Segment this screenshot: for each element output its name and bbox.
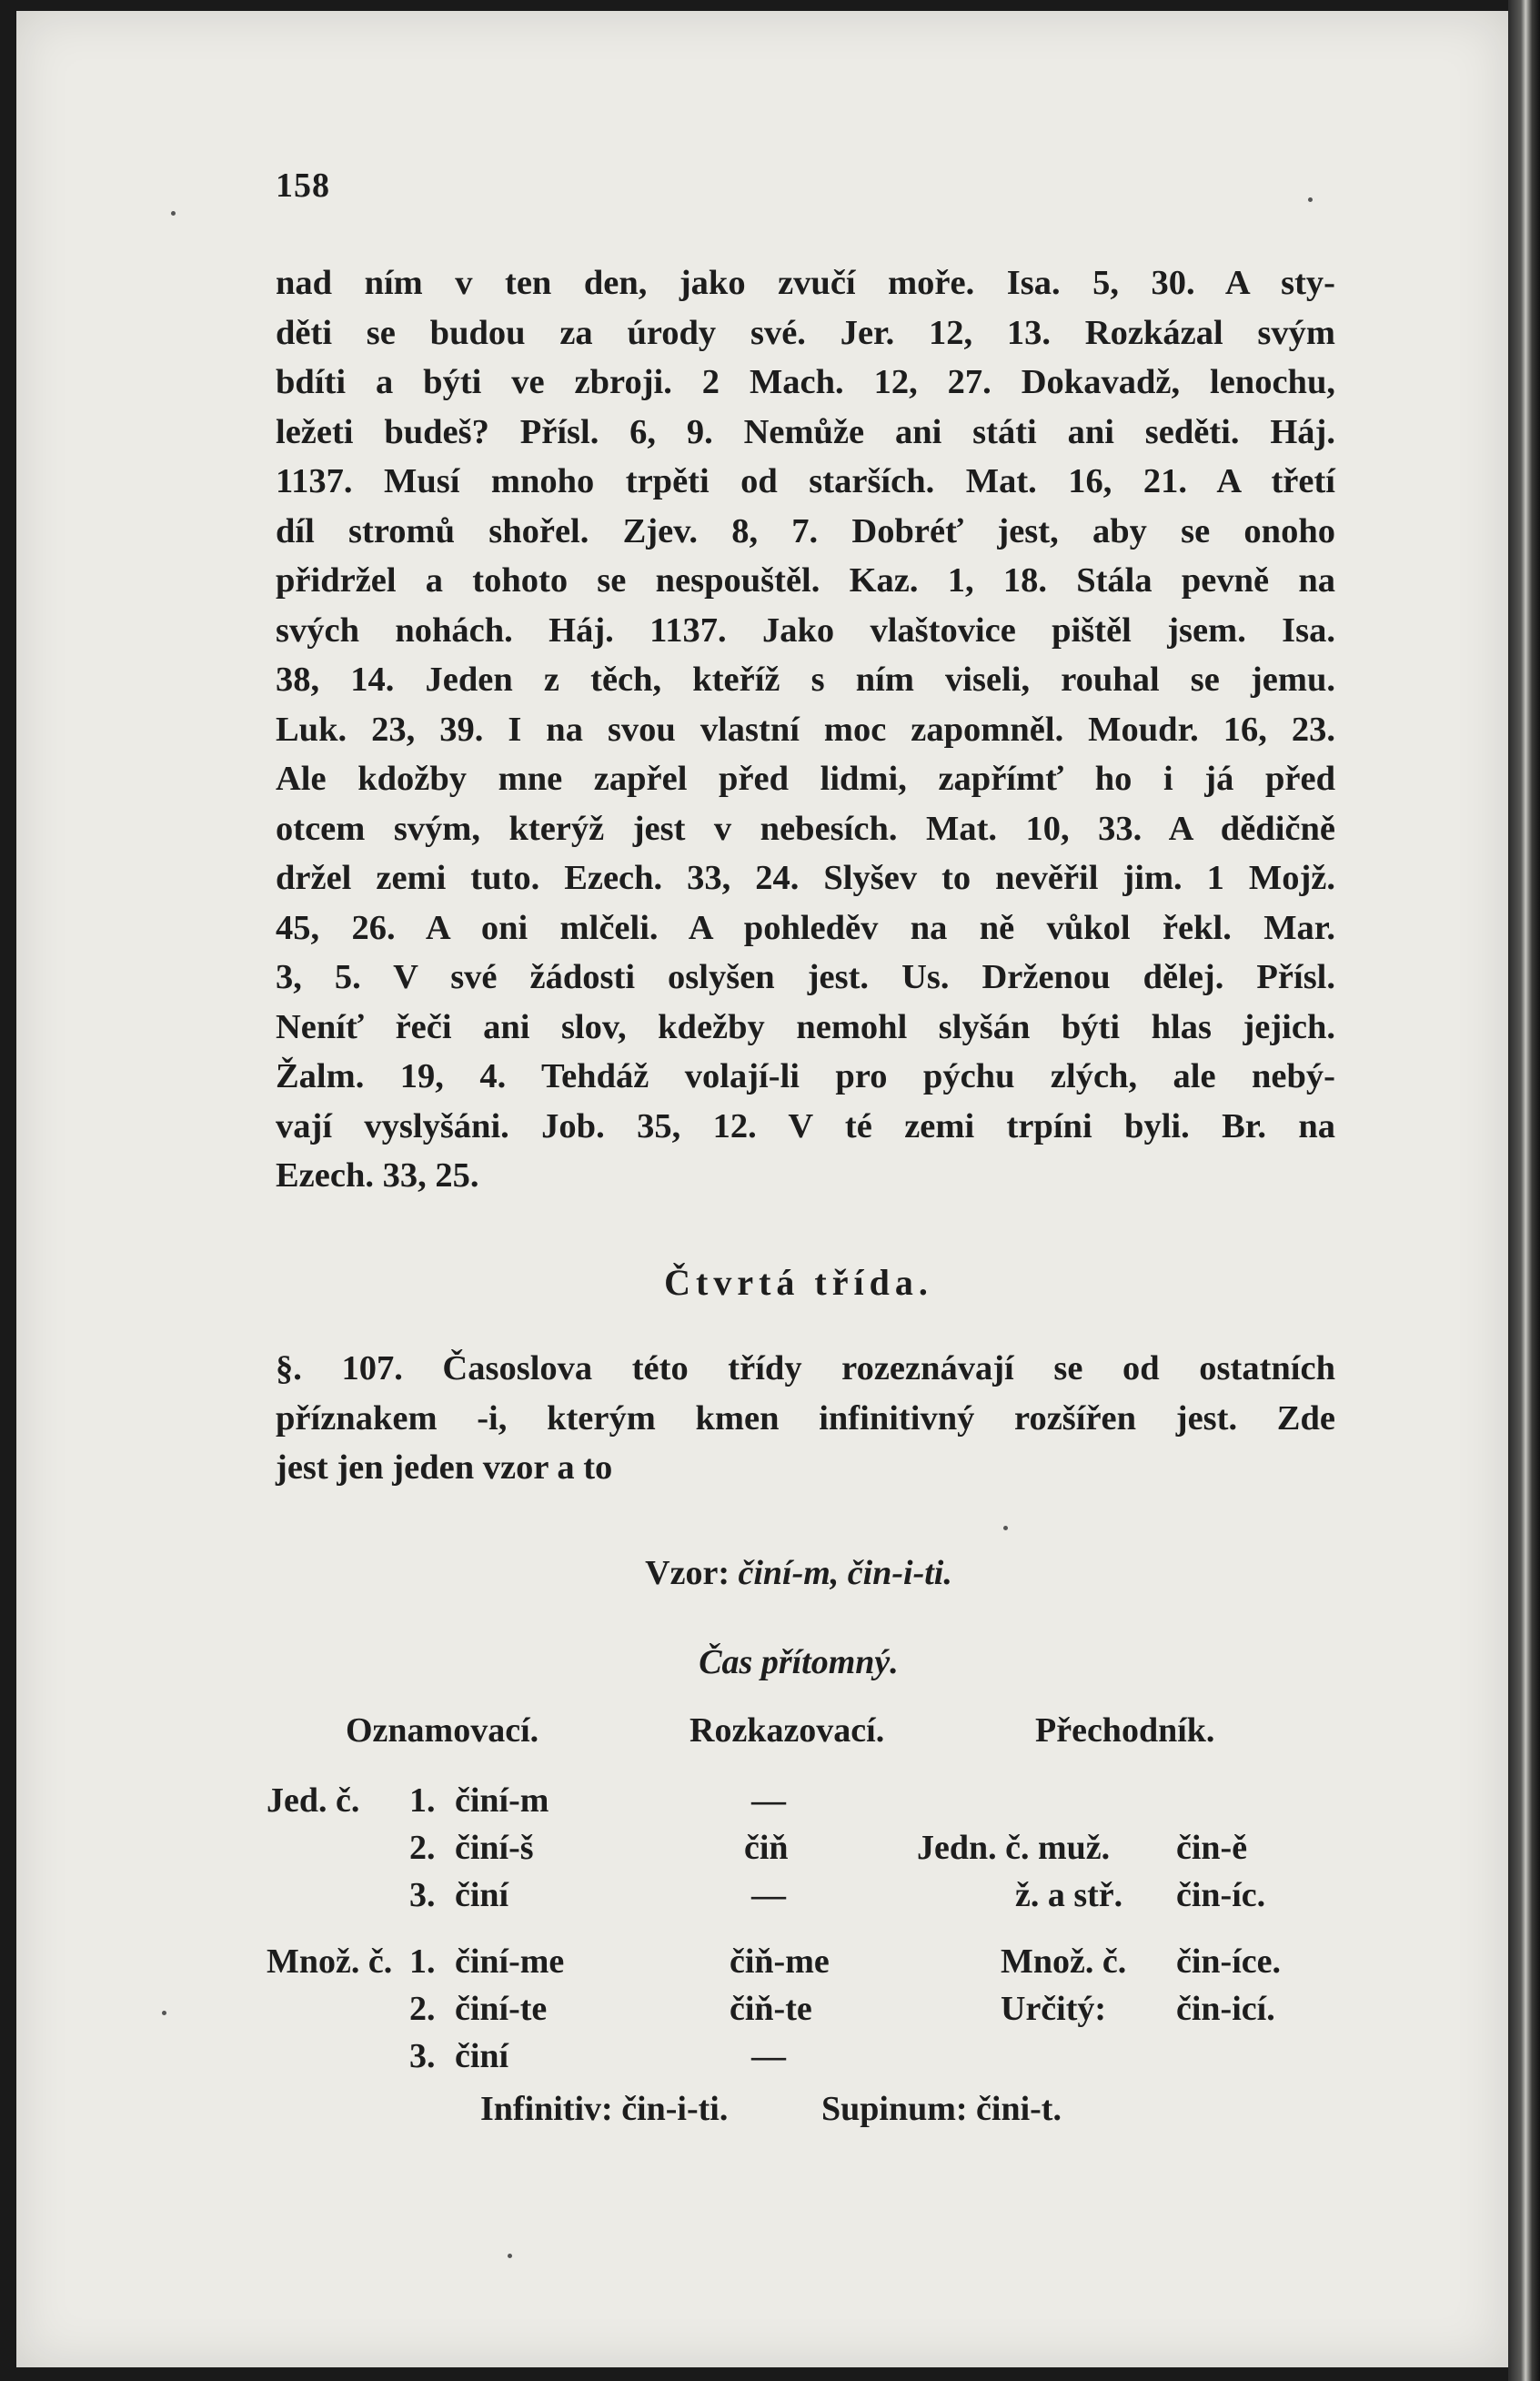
transgressive-form-2: čin-íc.: [1176, 1876, 1266, 1914]
header-transgressive: Přechodník.: [1035, 1711, 1215, 1750]
book-page: [16, 11, 1508, 2367]
transgressive-form-3: čin-íce.: [1176, 1942, 1282, 1981]
example-sentences-paragraph: [276, 258, 1335, 1201]
supinum-line: Supinum: čini-t.: [821, 2090, 1062, 2128]
section-heading: Čtvrtá třída.: [664, 1262, 933, 1303]
pl-imperative-2: čiň-te: [730, 1990, 812, 2028]
example-sentences-line: bdíti a býti ve zbroji. 2 Mach. 12, 27. Dokavadž, lenochu,: [276, 363, 1335, 401]
speck: [1308, 197, 1313, 202]
infinitive-line: Infinitiv: čin-i-ti.: [480, 2090, 729, 2128]
pl-person-3: 3.: [409, 2037, 436, 2075]
sg-person-2: 2.: [409, 1829, 436, 1867]
intro-line: §. 107. Časoslova této třídy rozeznávají se od ostatních: [276, 1349, 1335, 1387]
example-sentences-line: 1137. Musí mnoho trpěti od starších. Mat. 16, 21. A třetí: [276, 462, 1335, 500]
example-sentences-line: 3, 5. V své žádosti oslyšen jest. Us. Drženou dělej. Přísl.: [276, 958, 1335, 996]
pl-person-1: 1.: [409, 1942, 436, 1981]
example-sentences-line: Žalm. 19, 4. Tehdáž volají-li pro pýchu zlých, ale nebý-: [276, 1057, 1335, 1095]
transgressive-label-2: ž. a stř.: [1015, 1876, 1123, 1914]
sg-imperative-2: čiň: [744, 1829, 789, 1867]
example-sentences-line: Ezech. 33, 25.: [276, 1156, 479, 1195]
speck: [508, 2254, 512, 2258]
transgressive-label-4: Určitý:: [1001, 1990, 1107, 2028]
example-sentences-line: držel zemi tuto. Ezech. 33, 24. Slyšev to nevěřil jim. 1 Mojž.: [276, 859, 1335, 897]
transgressive-form-4: čin-icí.: [1176, 1990, 1275, 2028]
pattern-forms: činí-m, čin-i-ti.: [738, 1554, 952, 1592]
transgressive-label-1: Jedn. č. muž.: [917, 1829, 1111, 1867]
intro-paragraph: [276, 1344, 1335, 1493]
sg-imperative-1: —: [751, 1781, 786, 1820]
pattern-line: [16, 1553, 1508, 1593]
sg-person-1: 1.: [409, 1781, 436, 1820]
example-sentences-line: Neníť řeči ani slov, kdežby nemohl slyšán býti hlas jejich.: [276, 1007, 1335, 1046]
pl-indicative-2: činí-te: [455, 1990, 548, 2028]
sg-indicative-2: činí-š: [455, 1829, 534, 1867]
example-sentences-line: díl stromů shořel. Zjev. 8, 7. Dobréť jest, aby se onoho: [276, 511, 1335, 550]
example-sentences-line: Luk. 23, 39. I na svou vlastní moc zapomněl. Moudr. 16, 23.: [276, 710, 1335, 749]
header-indicative: Oznamovací.: [346, 1711, 539, 1750]
pl-indicative-3: činí: [455, 2037, 509, 2075]
intro-line: příznakem -i, kterým kmen infinitivný rozšířen jest. Zde: [276, 1398, 1335, 1438]
transgressive-form-1: čin-ě: [1176, 1829, 1248, 1867]
example-sentences-line: ležeti budeš? Přísl. 6, 9. Nemůže ani státi ani seděti. Háj.: [276, 412, 1335, 451]
example-sentences-line: svých nohách. Háj. 1137. Jako vlaštovice pištěl jsem. Isa.: [276, 610, 1335, 650]
sg-person-3: 3.: [409, 1876, 436, 1914]
example-sentences-line: přidržel a tohoto se nespouštěl. Kaz. 1, 18. Stála pevně na: [276, 561, 1335, 600]
book-edge: [1508, 0, 1540, 2381]
intro-line: jest jen jeden vzor a to: [276, 1448, 613, 1487]
speck: [162, 2011, 166, 2015]
speck: [1003, 1526, 1008, 1530]
page-number: 158: [276, 166, 330, 205]
pl-imperative-3: —: [751, 2037, 786, 2075]
tense-title: Čas přítomný.: [699, 1643, 899, 1681]
plural-label: Množ. č.: [267, 1942, 393, 1981]
example-sentences-line: 45, 26. A oni mlčeli. A pohleděv na ně vůkol řekl. Mar.: [276, 908, 1335, 947]
pl-person-2: 2.: [409, 1990, 436, 2028]
pl-imperative-1: čiň-me: [730, 1942, 830, 1981]
pattern-label: Vzor:: [645, 1554, 730, 1592]
sg-imperative-3: —: [751, 1876, 786, 1914]
example-sentences-line: vají vyslyšáni. Job. 35, 12. V té zemi trpíni byli. Br. na: [276, 1106, 1335, 1145]
pl-indicative-1: činí-me: [455, 1942, 565, 1981]
example-sentences-line: děti se budou za úrody své. Jer. 12, 13. Rozkázal svým: [276, 313, 1335, 352]
example-sentences-line: 38, 14. Jeden z těch, kteříž s ním viseli, rouhal se jemu.: [276, 661, 1335, 699]
example-sentences-line: nad ním v ten den, jako zvučí moře. Isa. 5, 30. A sty-: [276, 264, 1335, 302]
sg-indicative-1: činí-m: [455, 1781, 549, 1820]
example-sentences-line: otcem svým, kterýž jest v nebesích. Mat. 10, 33. A dědičně: [276, 809, 1335, 848]
header-imperative: Rozkazovací.: [689, 1711, 885, 1750]
transgressive-label-3: Množ. č.: [1001, 1942, 1127, 1981]
example-sentences-line: Ale kdožby mne zapřel před lidmi, zapřímť ho i já před: [276, 760, 1335, 798]
sg-indicative-3: činí: [455, 1876, 509, 1914]
singular-label: Jed. č.: [267, 1781, 360, 1820]
speck: [171, 211, 176, 216]
